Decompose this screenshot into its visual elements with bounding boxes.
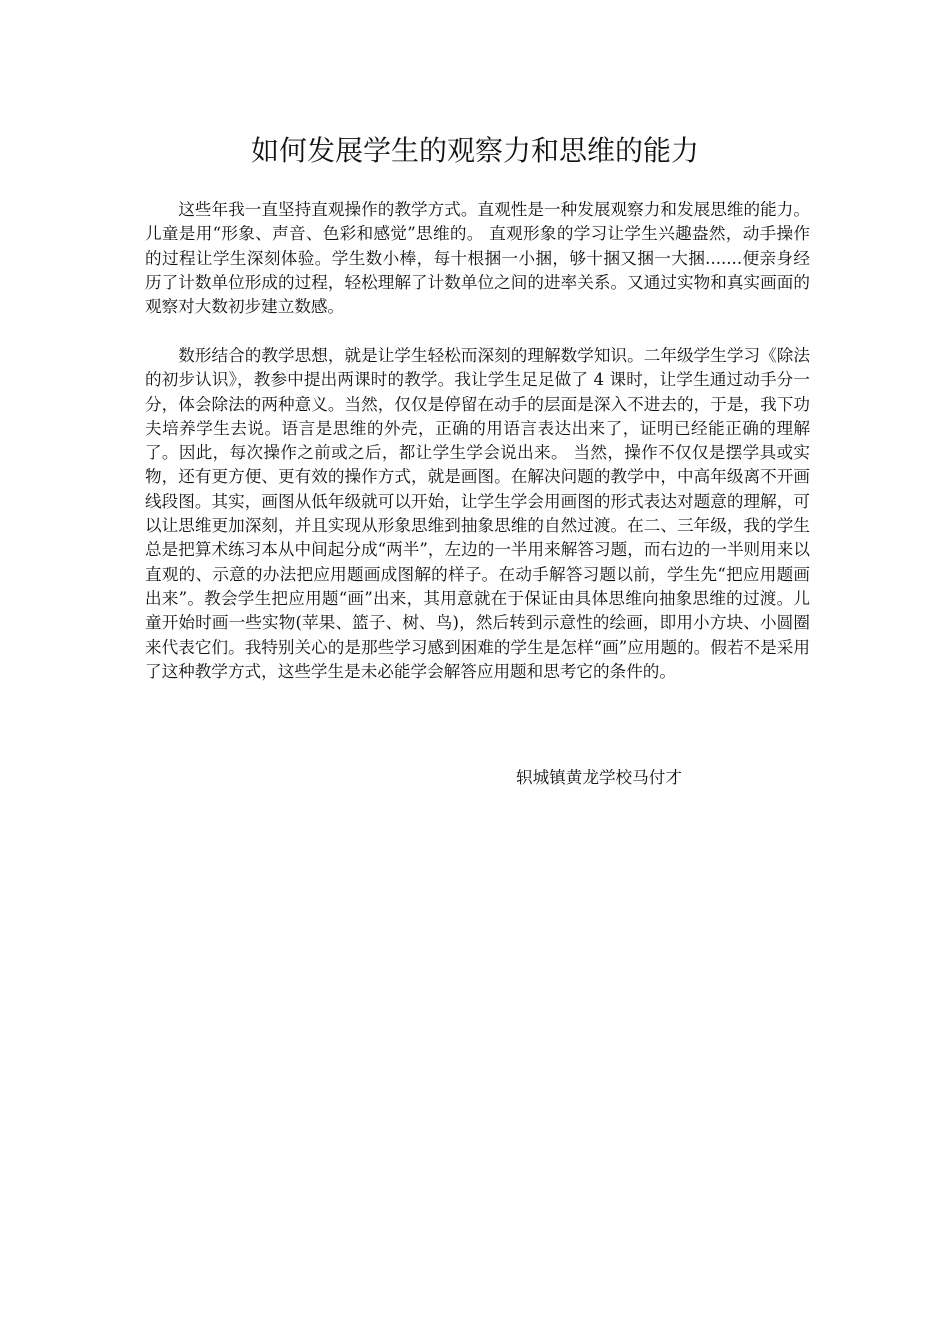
paragraph-1: 这些年我一直坚持直观操作的教学方式。直观性是一种发展观察力和发展思维的能力。儿童是用“形象、声音、色彩和感觉”思维的。 直观形象的学习让学生兴趣盎然，动手操作的过程让学生深刻体验。学生数小棒，每十根捆一小捆，够十捆又捆一大捆.......便亲身经历了计数单位形成的过程，轻松理解了计数单位之间的进率关系。又通过实物和真实画面的观察对大数初步建立数感。 (145, 200, 810, 317)
document-title: 如何发展学生的观察力和思维的能力 (250, 134, 699, 167)
author-signature: 轵城镇黄龙学校马付才 (516, 768, 682, 787)
paragraph-2: 数形结合的教学思想，就是让学生轻松而深刻的理解数学知识。二年级学生学习《除法的初步认识》，教参中提出两课时的教学。我让学生足足做了 4 课时，让学生通过动手分一分，体会除法的两种意义。当然，仅仅是停留在动手的层面是深入不进去的，于是，我下功夫培养学生去说。语言是思维的外壳，正确的用语言表达出来了，证明已经能正确的理解了。因此，每次操作之前或之后，都让学生学会说出来。 当然，操作不仅仅是摆学具或实物，还有更方便、更有效的操作方式，就是画图。在解决问题的教学中，中高年级离不开画线段图。其实，画图从低年级就可以开始，让学生学会用画图的形式表达对题意的理解，可以让思维更加深刻，并且实现从形象思维到抽象思维的自然过渡。在二、三年级，我的学生总是把算术练习本从中间起分成“两半”，左边的一半用来解答习题，而右边的一半则用来以直观的、示意的办法把应用题画成图解的样子。在动手解答习题以前，学生先“把应用题画出来”。教会学生把应用题“画”出来，其用意就在于保证由具体思维向抽象思维的过渡。儿童开始时画一些实物(苹果、篮子、树、鸟)，然后转到示意性的绘画，即用小方块、小圆圈来代表它们。我特别关心的是那些学习感到困难的学生是怎样“画”应用题的。假若不是采用了这种教学方式，这些学生是未必能学会解答应用题和思考它的条件的。 (145, 346, 810, 681)
